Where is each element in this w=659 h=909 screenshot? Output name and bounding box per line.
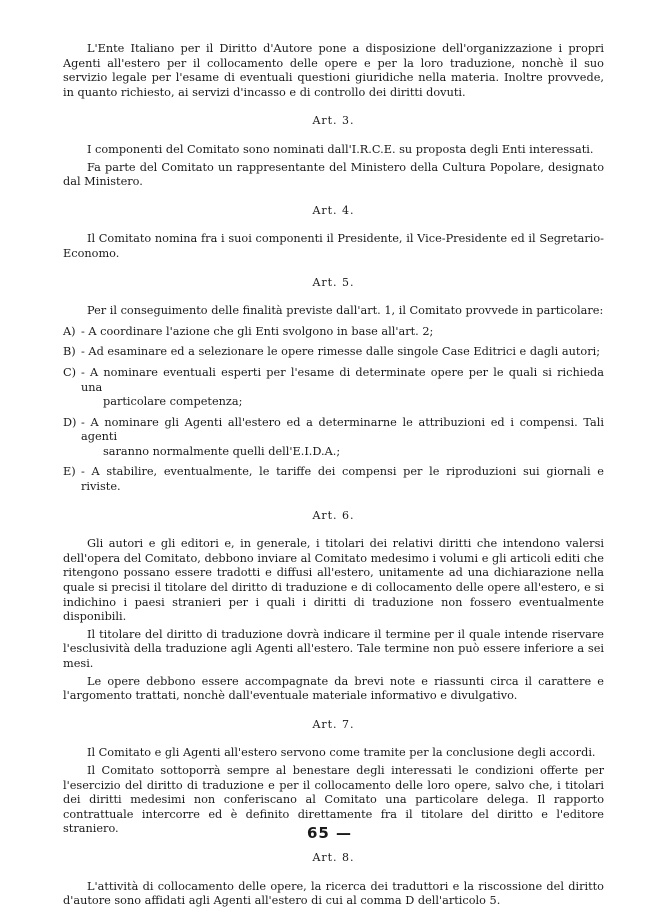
- art-7-heading: Art. 7.: [312, 717, 355, 731]
- list-marker: A): [63, 324, 76, 338]
- list-marker: E): [63, 465, 76, 479]
- list-text: - A nominare gli Agenti all'estero ed a determinarne le attribuzioni ed i compensi. Tali agenti: [81, 415, 604, 444]
- art-5-item-c: [63, 366, 604, 410]
- intro-paragraph: L'Ente Italiano per il Diritto d'Autore pone a disposizione dell'organizzazione i propri Agenti all'estero per il collocamento delle opere e per la loro traduzione, nonchè il suo servizio legale per l'esame di eventuali questioni giuridiche nella materia. Inoltre provvede, in quanto richiesto, ai servizi d'incasso e di controllo dei diritti dovuti.: [63, 42, 604, 99]
- art-8-paragraph-1: L'attività di collocamento delle opere, la ricerca dei traduttori e la riscossione del diritto d'autore sono affidati agli Agenti all'estero di cui al comma D dell'articolo 5.: [63, 879, 604, 908]
- list-text-continuation: particolare competenza;: [103, 395, 243, 409]
- list-text: - Ad esaminare ed a selezionare le opere rimesse dalle singole Case Editrici e dagli autori;: [81, 345, 601, 359]
- art-5-item-b: [63, 345, 604, 360]
- list-text-continuation: saranno normalmente quelli dell'E.I.D.A.;: [103, 444, 341, 458]
- art-5-item-a: [63, 325, 604, 340]
- list-marker: C): [63, 365, 77, 379]
- art-8-heading: Art. 8.: [312, 850, 355, 864]
- art-4-paragraph-1: Il Comitato nomina fra i suoi componenti il Presidente, il Vice-Presidente ed il Segretario-Economo.: [63, 232, 604, 260]
- list-text: - A coordinare l'azione che gli Enti svolgono in base all'art. 2;: [81, 324, 434, 338]
- list-marker: D): [63, 415, 77, 429]
- art-7-paragraph-2: Il Comitato sottoporrà sempre al benestare degli interessati le condizioni offerte per l'esercizio del diritto di traduzione e per il collocamento delle loro opere, salvo che, i titolari dei diritti medesimi non conferiscano al Comitato una particolare delega. Il rapporto contrattuale intercorre ed è definito direttamente fra il titolare del diritto e l'editore straniero.: [63, 763, 604, 836]
- list-text: - A nominare eventuali esperti per l'esame di determinate opere per le quali si richieda una: [81, 365, 604, 394]
- art-5-paragraph-1: Per il conseguimento delle finalità previste dall'art. 1, il Comitato provvede in particolare:: [87, 304, 604, 318]
- art-3-paragraph-1: I componenti del Comitato sono nominati dall'I.R.C.E. su proposta degli Enti interessati.: [87, 142, 594, 156]
- art-6-heading: Art. 6.: [312, 508, 355, 522]
- art-7-paragraph-1: Il Comitato e gli Agenti all'estero servono come tramite per la conclusione degli accordi.: [87, 746, 596, 760]
- art-3-heading: Art. 3.: [312, 114, 355, 128]
- art-6-paragraph-2: Il titolare del diritto di traduzione dovrà indicare il termine per il quale intende riservare l'esclusività della traduzione agli Agenti all'estero. Tale termine non può essere inferiore a sei mesi.: [63, 627, 604, 670]
- art-5-item-d: [63, 416, 604, 460]
- art-6-paragraph-1: Gli autori e gli editori e, in generale, i titolari dei relativi diritti che intendono valersi dell'opera del Comitato, debbono inviare al Comitato medesimo i volumi e gli articoli editi che ritengono possano essere tradotti e diffusi all'estero, unitamente ad una dichiarazione nella quale si precisi il titolare del diritto di traduzione e di collocamento delle opere all'estero, e si indichino i paesi stranieri per i quali i diritti di traduzione non fossero eventualmente disponibili.: [63, 537, 604, 624]
- page-number: 65 —: [306, 824, 353, 842]
- art-5-item-e: [63, 465, 604, 494]
- list-marker: B): [63, 345, 76, 359]
- art-5-heading: Art. 5.: [312, 275, 355, 289]
- art-4-heading: Art. 4.: [312, 203, 355, 217]
- list-text: - A stabilire, eventualmente, le tariffe dei compensi per le riproduzioni sui giornali e riviste.: [81, 465, 604, 494]
- art-6-paragraph-3: Le opere debbono essere accompagnate da brevi note e riassunti circa il carattere e l'argomento trattati, nonchè dall'eventuale materiale informativo e divulgativo.: [63, 674, 604, 703]
- art-3-paragraph-2: Fa parte del Comitato un rappresentante del Ministero della Cultura Popolare, designato dal Ministero.: [63, 160, 604, 189]
